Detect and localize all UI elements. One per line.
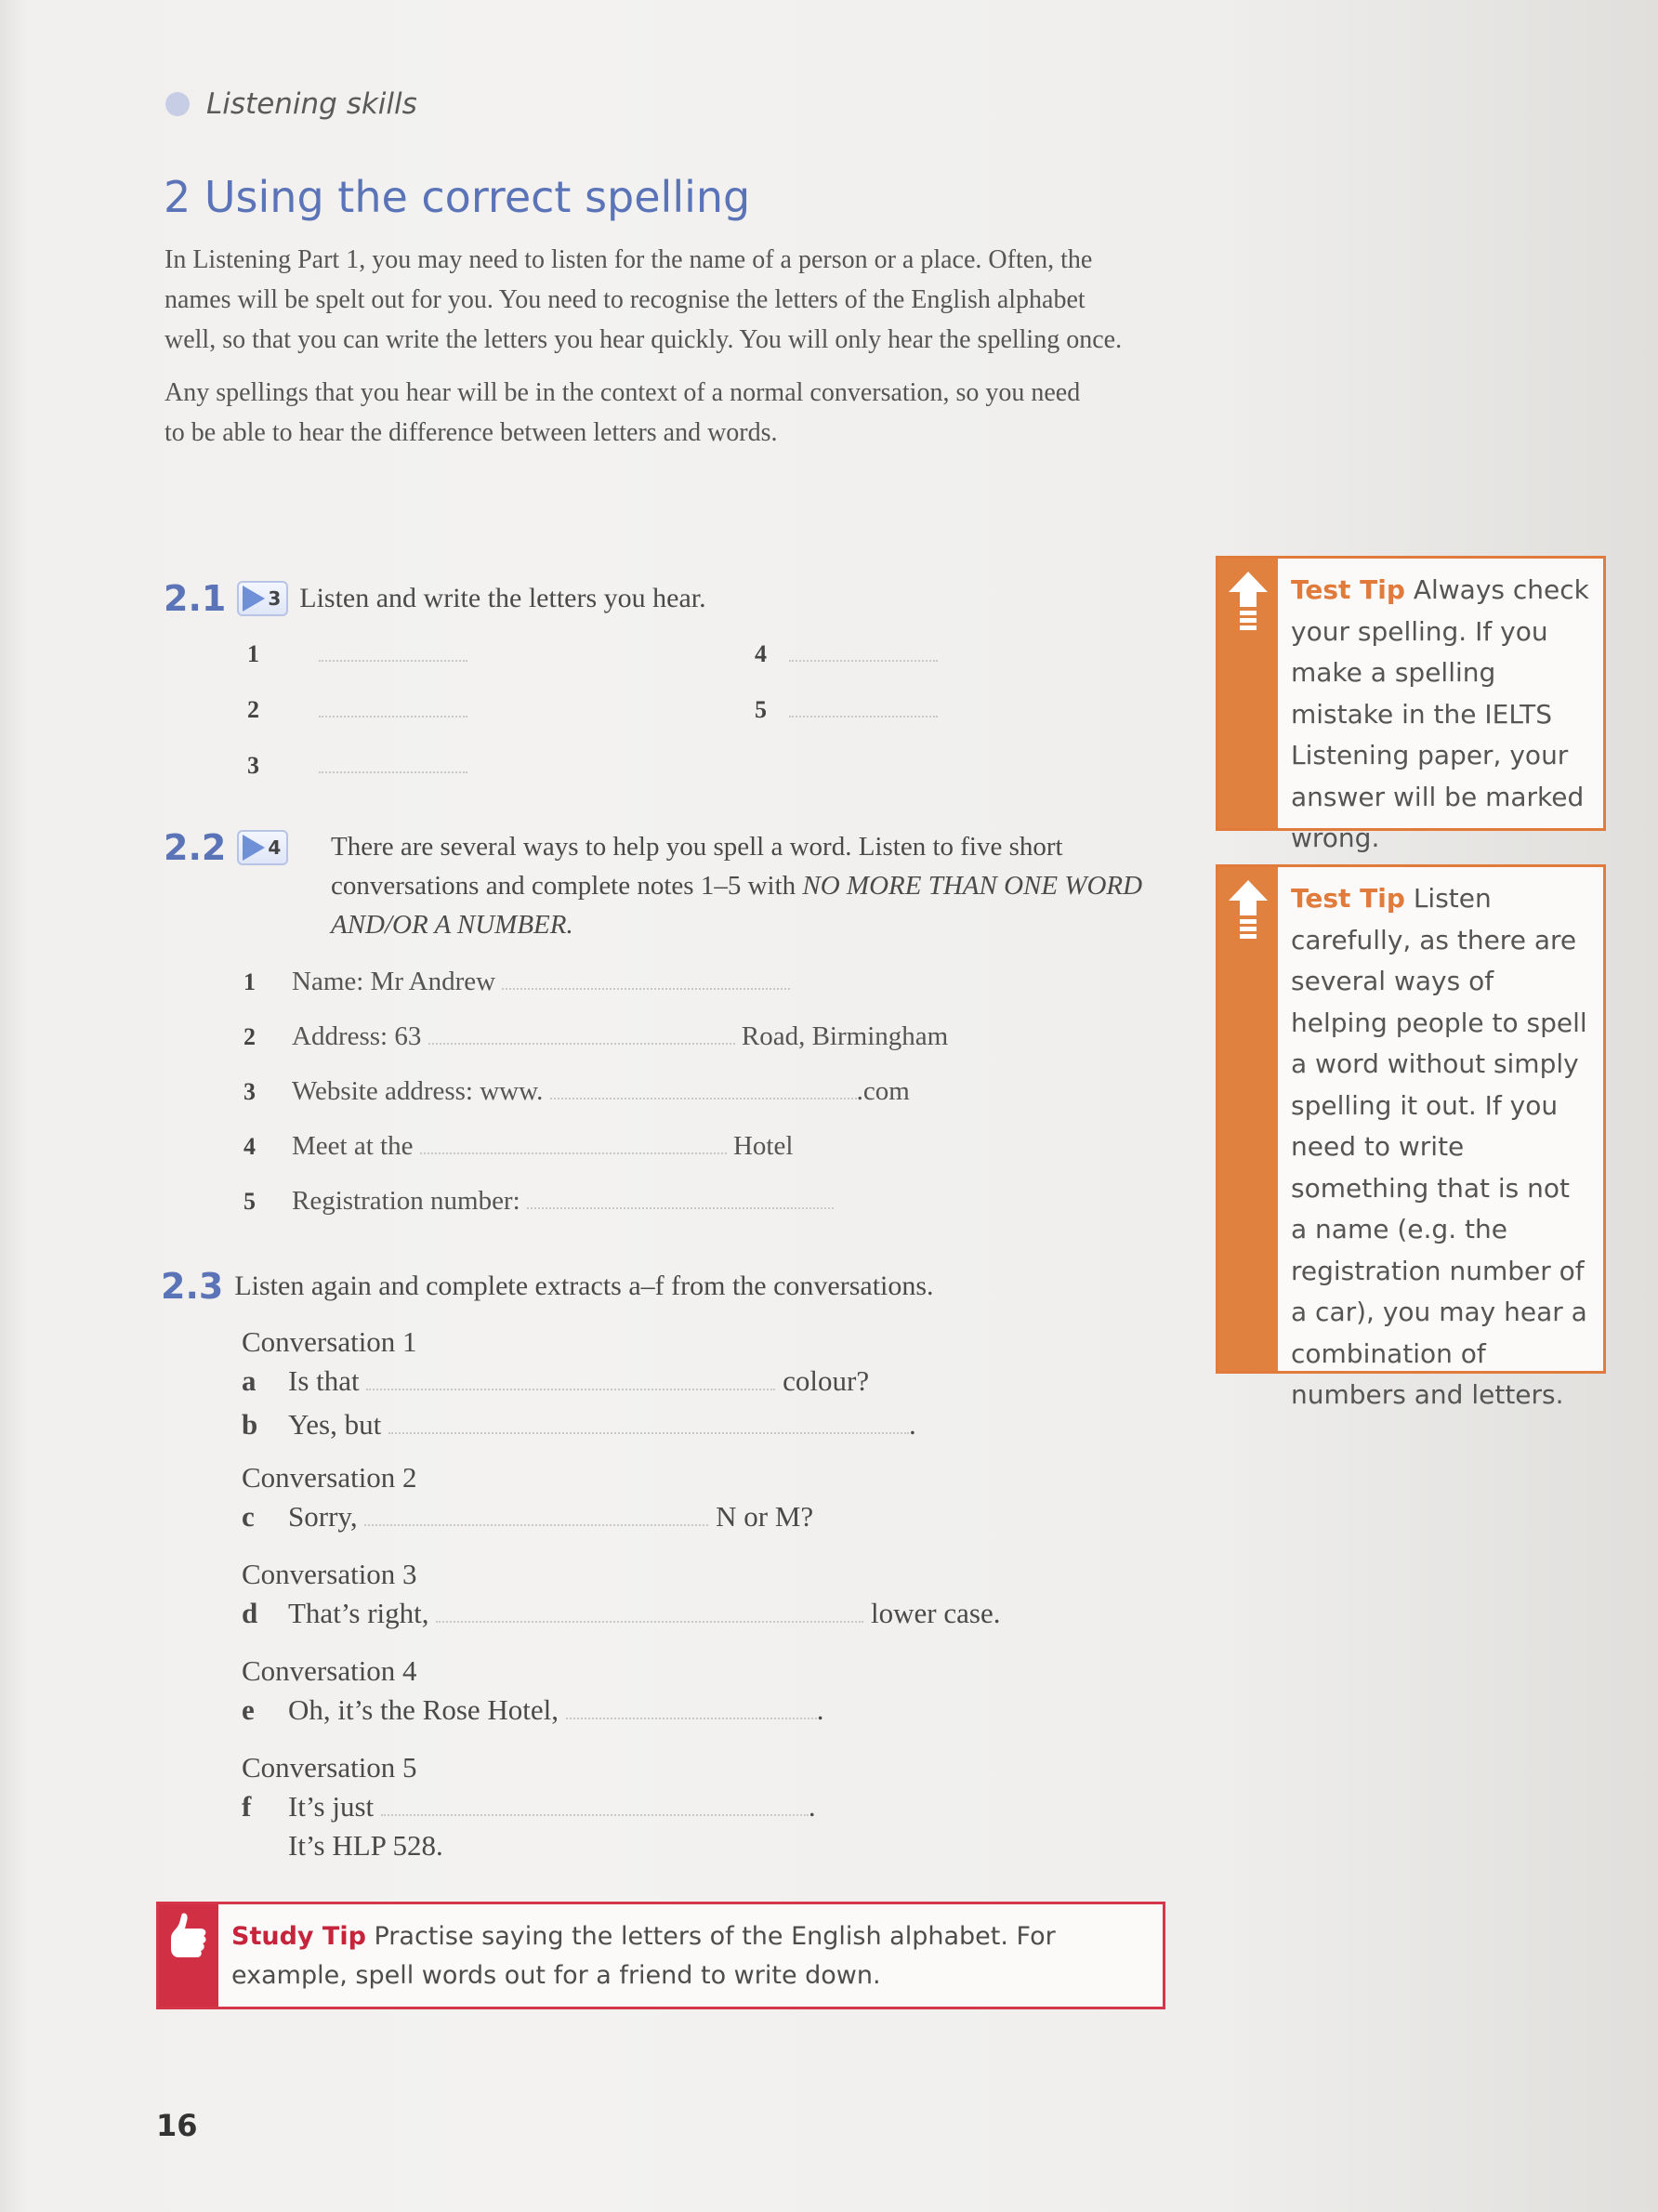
extract-text-before: Yes, but (288, 1408, 382, 1441)
page-title: 2 Using the correct spelling (164, 172, 751, 222)
extract-letter: a (242, 1364, 257, 1397)
play-icon (243, 835, 265, 861)
extract-line (242, 1364, 869, 1398)
tip-text: Practise saying the letters of the English alphabet. For example, spell words out for a friend to write down. (231, 1922, 1056, 1990)
study-tip-box (156, 1902, 1165, 2009)
extract-letter: f (242, 1790, 252, 1823)
intro-paragraph: In Listening Part 1, you may need to listen for the name of a person or a place. Often, the names will be spelt out for you. You need to recognise the letters of the English alphabet well, so that you can write the letters you hear quickly. You will only hear the spelling once. (164, 245, 1123, 354)
item-number: 5 (755, 696, 767, 723)
tip-title: Test Tip (1291, 574, 1405, 605)
extract-text-after: . (816, 1693, 824, 1726)
extract-line (242, 1693, 824, 1727)
conversation-heading: Conversation 2 (242, 1461, 417, 1494)
extract-text-after: . (908, 1408, 916, 1441)
conversation-heading: Conversation 4 (242, 1654, 417, 1687)
note-item (243, 1021, 948, 1052)
play-icon (243, 586, 265, 612)
answer-blank[interactable] (420, 1132, 727, 1154)
answer-blank[interactable] (319, 695, 467, 718)
tip-text: Always check your spelling. If you make a spelling mistake in the IELTS Listening paper, your answer will be marked wrong. (1291, 574, 1589, 853)
note-text-after: Hotel (732, 1131, 794, 1161)
item-number: 2 (247, 696, 259, 723)
extract-line (242, 1408, 916, 1442)
note-text-after: .com (856, 1076, 910, 1106)
answer-blank[interactable] (527, 1187, 834, 1209)
extract-extra-line: It’s HLP 528. (288, 1829, 443, 1862)
tip-content (1278, 559, 1603, 853)
audio-track-number: 3 (268, 587, 282, 610)
note-item (243, 1131, 793, 1162)
exercise-instruction: There are several ways to help you spell a word. Listen to five short conversations and complete notes 1–5 with (331, 832, 1063, 901)
note-item (243, 967, 790, 997)
exercise-instruction: Listen again and complete extracts a–f from the conversations. (234, 1271, 934, 1301)
exercise-2-1-header (164, 578, 706, 619)
answer-blank[interactable] (381, 1794, 809, 1816)
tip-content (1278, 867, 1603, 1410)
up-arrow-icon (1225, 878, 1271, 953)
exercise-instruction-emphasis: NO MORE THAN ONE WORD AND/OR A NUMBER. (331, 871, 1143, 940)
answer-item (247, 695, 467, 724)
item-number: 1 (243, 968, 256, 995)
answer-blank[interactable] (366, 1368, 775, 1390)
exercise-number: 2.3 (161, 1266, 224, 1307)
audio-track-button[interactable] (237, 830, 288, 865)
answer-blank[interactable] (319, 639, 467, 662)
item-number: 4 (755, 640, 767, 667)
tip-title: Test Tip (1291, 883, 1405, 914)
tip-content (218, 1904, 1155, 2007)
item-number: 3 (247, 752, 259, 779)
answer-blank[interactable] (364, 1504, 708, 1526)
note-text-before: Address: 63 (292, 1021, 422, 1051)
section-label-text: Listening skills (206, 87, 417, 121)
extract-text-after: . (808, 1790, 816, 1823)
exercise-number: 2.1 (164, 578, 227, 619)
page-number: 16 (156, 2108, 198, 2143)
extract-text-before: Sorry, (288, 1500, 358, 1533)
extract-letter: e (242, 1693, 255, 1726)
intro-text (164, 240, 1168, 466)
item-number: 1 (247, 640, 259, 667)
note-text-before: Meet at the (292, 1131, 414, 1161)
tip-title: Study Tip (231, 1922, 366, 1951)
extract-text-after: N or M? (716, 1500, 814, 1533)
test-tip-box (1216, 556, 1606, 853)
extract-letter: d (242, 1597, 258, 1629)
answer-blank[interactable] (428, 1022, 735, 1045)
extract-letter: b (242, 1408, 258, 1441)
extract-line (242, 1790, 816, 1824)
exercise-2-2-header (164, 827, 1149, 940)
extract-letter: c (242, 1500, 255, 1533)
extract-line (242, 1597, 1000, 1630)
item-number: 5 (243, 1188, 256, 1215)
note-text-before: Registration number: (292, 1186, 520, 1216)
extract-text-before: That’s right, (288, 1597, 429, 1629)
answer-item (247, 639, 467, 668)
answer-item (755, 695, 938, 724)
extract-text-before: Oh, it’s the Rose Hotel, (288, 1693, 559, 1726)
extract-text-after: colour? (783, 1364, 870, 1397)
note-text-before: Website address: www. (292, 1076, 544, 1106)
answer-blank[interactable] (566, 1697, 817, 1719)
intro-paragraph: Any spellings that you hear will be in the context of a normal conversation, so you need to be able to hear the difference between letters and words. (164, 378, 1081, 447)
answer-blank[interactable] (388, 1412, 909, 1434)
audio-track-button[interactable] (237, 581, 288, 616)
note-text-after: Road, Birmingham (741, 1021, 949, 1051)
note-item (243, 1076, 910, 1107)
audio-track-number: 4 (268, 836, 282, 859)
answer-blank[interactable] (502, 968, 790, 990)
item-number: 4 (243, 1133, 256, 1160)
item-number: 2 (243, 1023, 256, 1050)
note-item (243, 1186, 834, 1217)
test-tip-box (1216, 864, 1606, 1410)
note-text-before: Name: Mr Andrew (292, 967, 496, 996)
conversation-heading: Conversation 5 (242, 1751, 417, 1784)
extract-text-before: Is that (288, 1364, 360, 1397)
answer-item (247, 751, 467, 780)
conversation-heading: Conversation 1 (242, 1325, 417, 1358)
answer-blank[interactable] (319, 751, 467, 773)
up-arrow-icon (1225, 570, 1271, 644)
exercise-instruction: Listen and write the letters you hear. (299, 583, 706, 613)
tip-text: Listen carefully, as there are several ways of helping people to spell a word without simply spelling it out. If you need to write something that is not a name (e.g. the registration number of a car), you may hear a combination of numbers and letters. (1291, 883, 1587, 1410)
exercise-2-3-header (161, 1266, 934, 1307)
answer-blank[interactable] (789, 639, 938, 662)
answer-blank[interactable] (436, 1600, 863, 1623)
answer-item (755, 639, 938, 668)
exercise-number: 2.2 (164, 827, 227, 868)
thumbs-up-icon (165, 1910, 212, 1966)
answer-blank[interactable] (789, 695, 938, 718)
conversation-heading: Conversation 3 (242, 1558, 417, 1590)
tip-sidebar (159, 1904, 218, 2007)
extract-text-before: It’s just (288, 1790, 375, 1823)
item-number: 3 (243, 1078, 256, 1105)
tip-sidebar (1218, 559, 1278, 828)
answer-blank[interactable] (550, 1077, 857, 1099)
extract-text-after: lower case. (871, 1597, 1001, 1629)
extract-line (242, 1500, 813, 1534)
section-label (165, 87, 417, 121)
tip-sidebar (1218, 867, 1278, 1371)
bullet-dot-icon (165, 92, 190, 116)
